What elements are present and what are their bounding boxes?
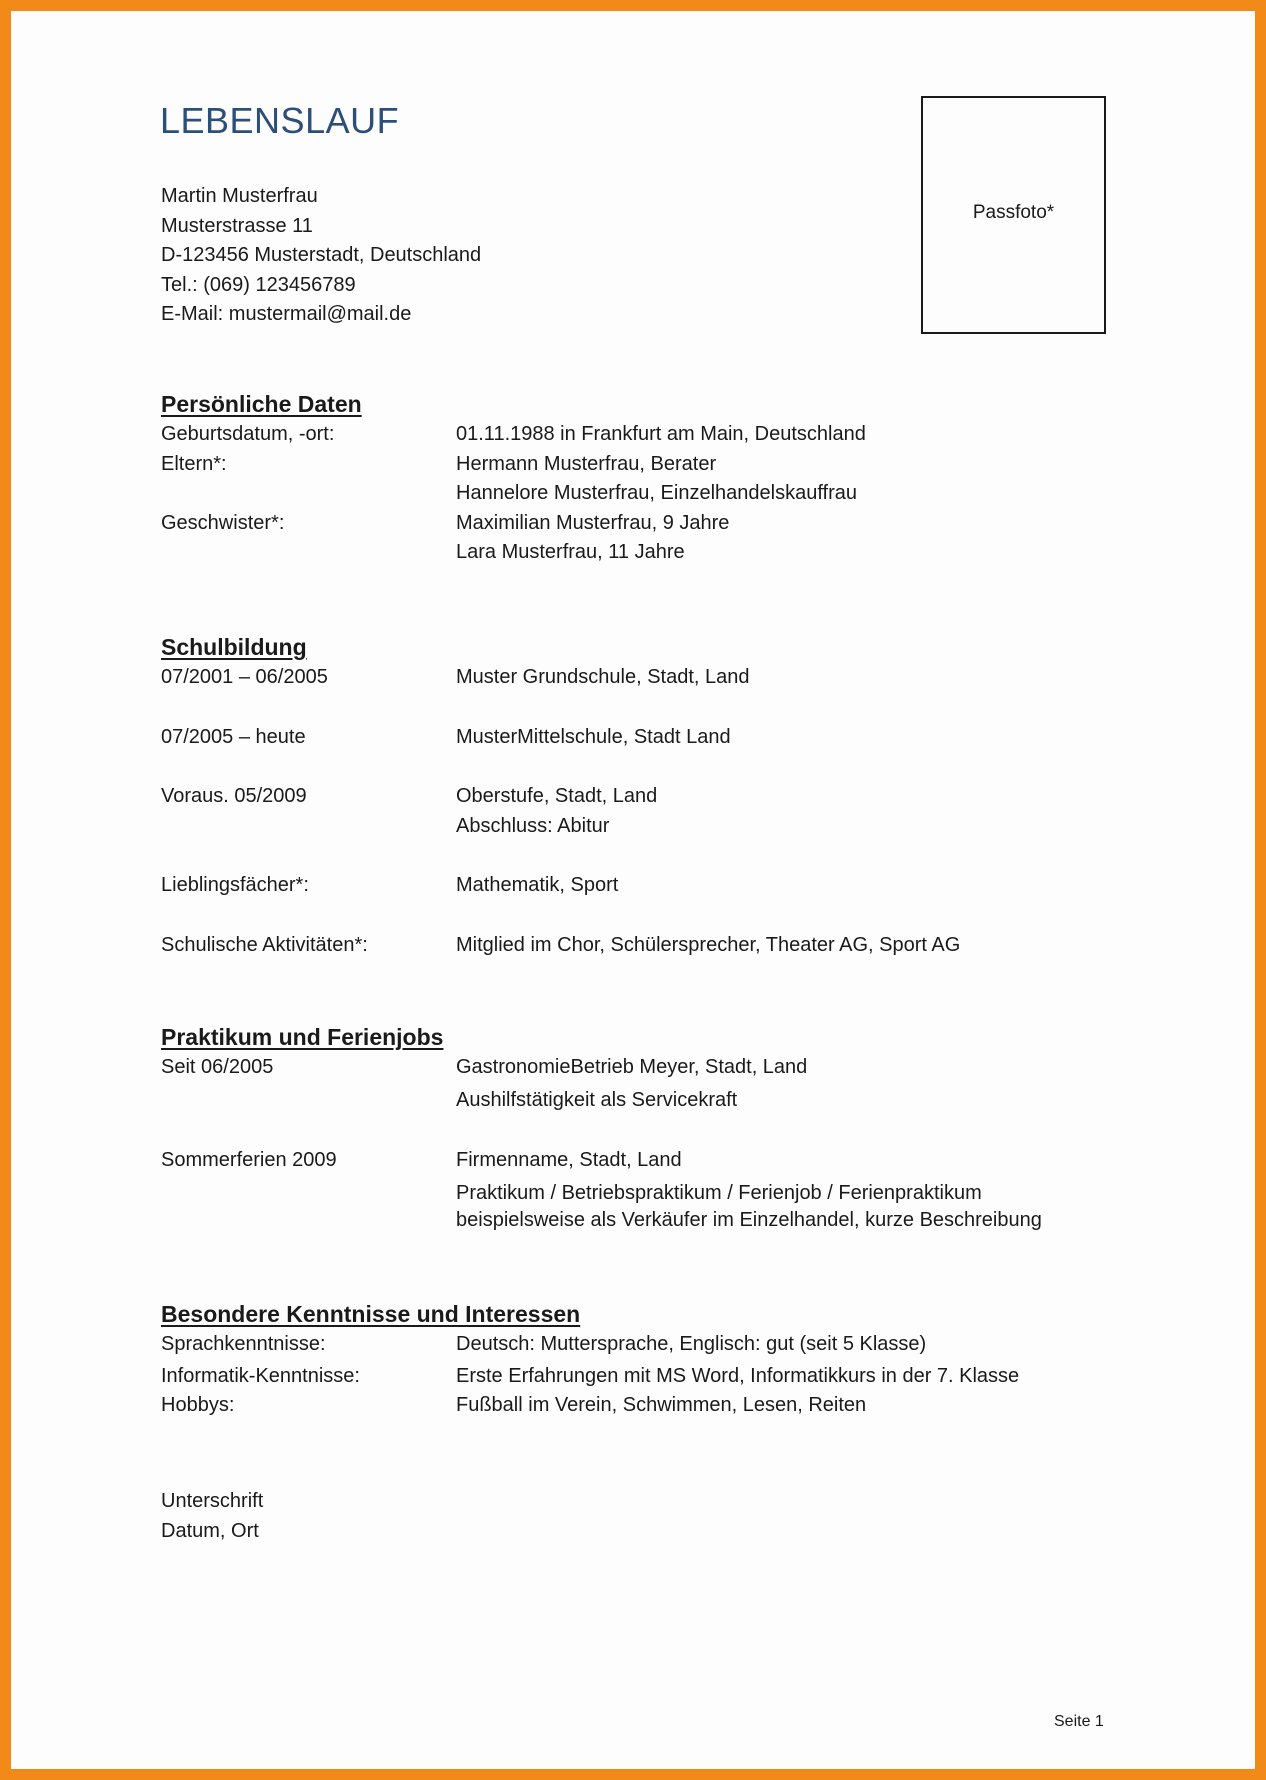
- row-key: Hobbys:: [161, 1394, 235, 1416]
- row-value: Fußball im Verein, Schwimmen, Lesen, Reiten: [456, 1394, 867, 1416]
- table-row: [161, 1394, 867, 1424]
- section-heading: Schulbildung: [161, 634, 307, 660]
- row-key: Informatik-Kenntnisse:: [161, 1365, 360, 1387]
- table-row: [161, 452, 717, 483]
- table-row: [161, 482, 857, 512]
- table-row: [161, 1056, 808, 1089]
- row-key: Eltern*:: [161, 452, 227, 475]
- table-row: [161, 423, 866, 453]
- row-key: 07/2005 – heute: [161, 725, 306, 748]
- table-row: [161, 1089, 738, 1119]
- date-place-label: Datum, Ort: [161, 1520, 259, 1542]
- document-title: LEBENSLAUF: [160, 100, 400, 141]
- address-city: D-123456 Musterstadt, Deutschland: [161, 244, 482, 266]
- row-value: Lara Musterfrau, 11 Jahre: [456, 541, 685, 563]
- row-value: Praktikum / Betriebspraktikum / Ferienjob / Ferienpraktikum: [456, 1181, 982, 1204]
- table-row: [161, 541, 685, 571]
- row-key: 07/2001 – 06/2005: [161, 666, 328, 688]
- row-value: Aushilfstätigkeit als Servicekraft: [456, 1089, 738, 1111]
- photo-label: Passfoto*: [972, 202, 1055, 223]
- table-row: [161, 1148, 682, 1182]
- row-key: Sommerferien 2009: [161, 1148, 337, 1171]
- row-key: Schulische Aktivitäten*:: [161, 933, 368, 956]
- row-value: GastronomieBetrieb Meyer, Stadt, Land: [456, 1056, 808, 1078]
- table-row: [161, 511, 730, 542]
- table-row: [161, 1333, 927, 1365]
- row-key: Sprachkenntnisse:: [161, 1333, 326, 1355]
- row-value: Firmenname, Stadt, Land: [456, 1148, 682, 1171]
- row-value: Hermann Musterfrau, Berater: [456, 452, 717, 475]
- row-value: Mitglied im Chor, Schülersprecher, Theater AG, Sport AG: [456, 933, 961, 956]
- table-row: [161, 933, 961, 964]
- signature-block: [161, 1486, 263, 1546]
- row-value: Deutsch: Muttersprache, Englisch: gut (seit 5 Klasse): [456, 1333, 927, 1355]
- row-value: Erste Erfahrungen mit MS Word, Informatikkurs in der 7. Klasse: [456, 1365, 1020, 1387]
- page-number: Seite 1: [1054, 1713, 1104, 1730]
- table-row: [161, 1181, 982, 1209]
- section-heading: Persönliche Daten: [161, 391, 362, 417]
- row-value: Hannelore Musterfrau, Einzelhandelskauffrau: [456, 482, 857, 504]
- section-internships: [161, 1024, 1042, 1238]
- address-block: [161, 182, 481, 330]
- table-row: [161, 666, 750, 696]
- row-value: MusterMittelschule, Stadt Land: [456, 725, 731, 748]
- section-heading: Besondere Kenntnisse und Interessen: [161, 1301, 581, 1327]
- table-row: [161, 725, 731, 756]
- row-value: Oberstufe, Stadt, Land: [456, 785, 658, 807]
- photo-placeholder: [921, 96, 1106, 334]
- section-education: [161, 634, 961, 963]
- table-row: [161, 814, 610, 845]
- address-email: E-Mail: mustermail@mail.de: [161, 303, 412, 325]
- row-key: Geburtsdatum, -ort:: [161, 423, 335, 445]
- address-phone: Tel.: (069) 123456789: [161, 273, 356, 296]
- table-row: [161, 874, 619, 904]
- row-key: Seit 06/2005: [161, 1056, 274, 1078]
- row-key: Voraus. 05/2009: [161, 785, 307, 807]
- row-value: 01.11.1988 in Frankfurt am Main, Deutschland: [456, 423, 866, 445]
- section-heading: Praktikum und Ferienjobs: [161, 1024, 444, 1050]
- table-row: [161, 785, 658, 815]
- section-personal-data: [161, 391, 866, 571]
- row-key: Geschwister*:: [161, 511, 285, 534]
- row-value: Abschluss: Abitur: [456, 814, 610, 837]
- row-value: beispielsweise als Verkäufer im Einzelhandel, kurze Beschreibung: [456, 1208, 1042, 1231]
- address-street: Musterstrasse 11: [161, 214, 313, 237]
- table-row: [161, 1208, 1042, 1239]
- row-value: Mathematik, Sport: [456, 874, 619, 896]
- signature-label: Unterschrift: [161, 1490, 264, 1512]
- row-value: Muster Grundschule, Stadt, Land: [456, 666, 750, 688]
- row-key: Lieblingsfächer*:: [161, 874, 309, 896]
- address-name: Martin Musterfrau: [161, 185, 318, 207]
- row-value: Maximilian Musterfrau, 9 Jahre: [456, 511, 730, 534]
- table-row: [161, 1365, 1020, 1394]
- section-skills: [161, 1301, 1020, 1424]
